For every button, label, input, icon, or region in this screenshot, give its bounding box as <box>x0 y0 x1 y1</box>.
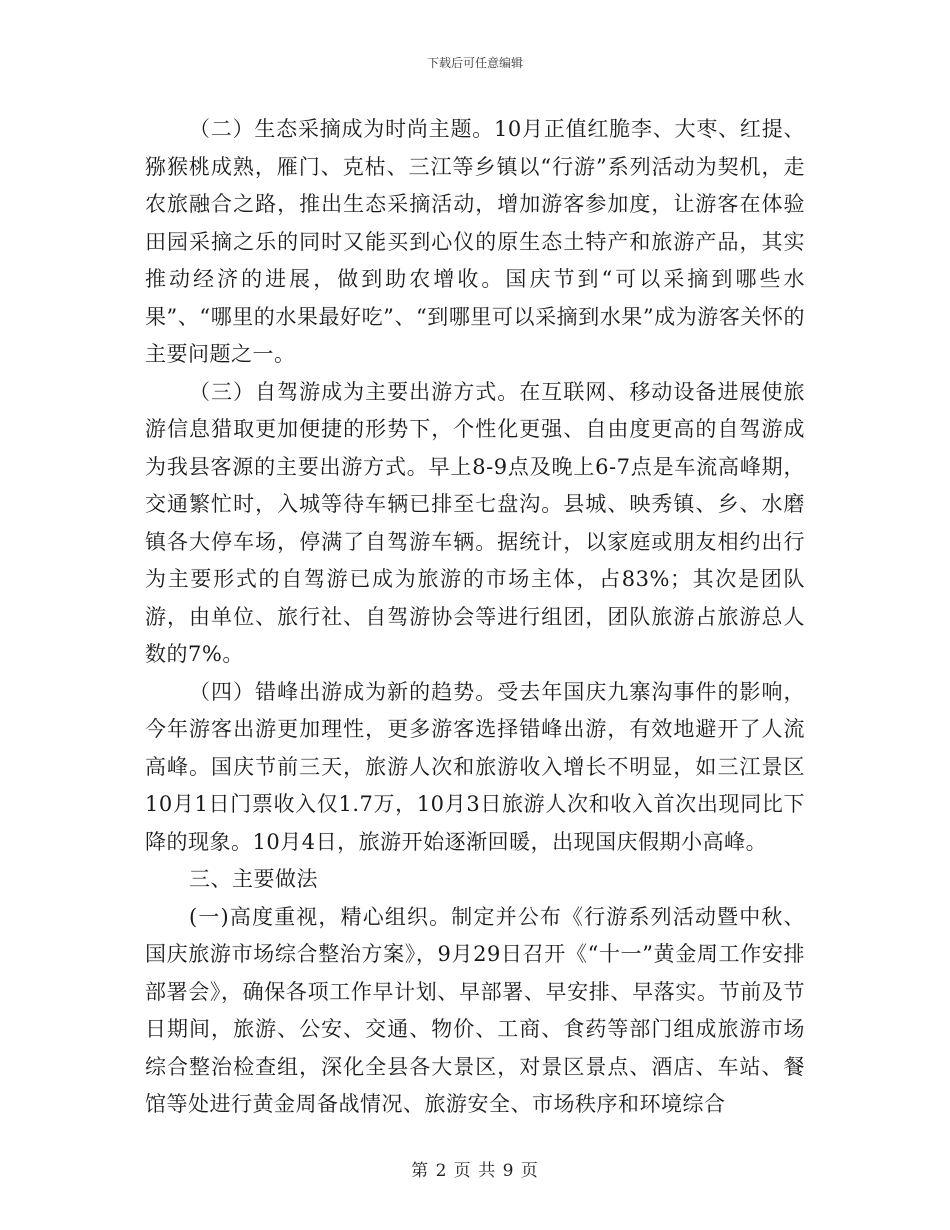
document-body <box>145 111 805 1124</box>
paragraph-organization: (一)高度重视，精心组织。制定并公布《行游系列活动暨中秋、国庆旅游市场综合整治方案》，9月29日召开《“十一”黄金周工作安排部署会》，确保各项工作早计划、早部署、早安排、早落实。节前及节日期间，旅游、公安、交通、物价、工商、食药等部门组成旅游市场综合整治检查组，深化全县各大景区，对景区景点、酒店、车站、餐馆等处进行黄金周备战情况、旅游安全、市场秩序和环境综合 <box>145 904 805 1116</box>
section-heading: 三、主要做法 <box>189 867 318 891</box>
paragraph-off-peak: （四）错峰出游成为新的趋势。受去年国庆九寨沟事件的影响，今年游客出游更加理性，更多游客选择错峰出游，有效地避开了人流高峰。国庆节前三天，旅游人次和旅游收入增长不明显，如三江景区10月1日门票收入仅1.7万，10月3日旅游人次和收入首次出现同比下降的现象。10月4日，旅游开始逐渐回暖，出现国庆假期小高峰。 <box>145 679 805 854</box>
paragraph-self-driving: （三）自驾游成为主要出游方式。在互联网、移动设备进展使旅游信息猎取更加便捷的形势下，个性化更强、自由度更高的自驾游成为我县客源的主要出游方式。早上8-9点及晚上6-7点是车流高峰期，交通繁忙时，入城等待车辆已排至七盘沟。县城、映秀镇、乡、水磨镇各大停车场，停满了自驾游车辆。据统计，以家庭或朋友相约出行为主要形式的自驾游已成为旅游的市场主体，占83%；其次是团队游，由单位、旅行社、自驾游协会等进行组团，团队旅游占旅游总人数的7%。 <box>145 379 805 666</box>
page-header: 下载后可任意编辑 <box>426 56 523 70</box>
paragraph-eco-picking: （二）生态采摘成为时尚主题。10月正值红脆李、大枣、红提、猕猴桃成熟，雁门、克枯、三江等乡镇以“行游”系列活动为契机，走农旅融合之路，推出生态采摘活动，增加游客参加度，让游客在体验田园采摘之乐的同时又能买到心仪的原生态土特产和旅游产品，其实推动经济的进展，做到助农增收。国庆节到“可以采摘到哪些水果”、“哪里的水果最好吃”、“到哪里可以采摘到水果”成为游客关怀的主要问题之一。 <box>145 117 805 366</box>
page-number: 第 2 页 共 9 页 <box>411 1161 539 1181</box>
